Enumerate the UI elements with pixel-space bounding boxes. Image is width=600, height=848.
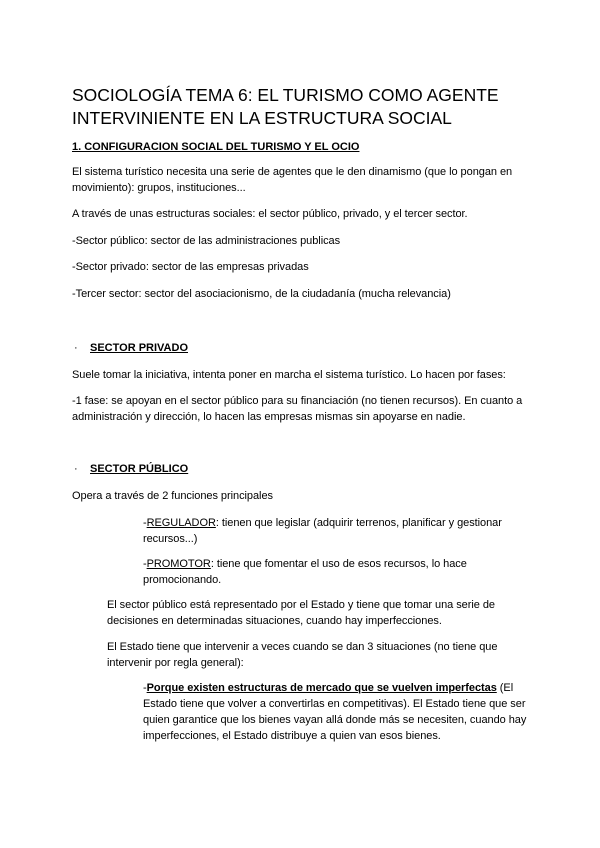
paragraph-primera-fase: -1 fase: se apoyan en el sector público para su financiación (no tienen recursos). En cuanto a administración y dirección, lo hacen las empresas mismas sin apoyarse en nadie. [72, 395, 523, 423]
item-regulador-text: : tienen que legislar (adquirir terrenos, planificar y gestionar recursos...) [143, 517, 502, 545]
item-promotor [143, 556, 528, 588]
paragraph-estado-representado: El sector público está representado por el Estado y tiene que tomar una serie de decisiones en determinadas situaciones, cuando hay imperfecciones. [107, 599, 495, 627]
section-heading-configuracion: 1. CONFIGURACION SOCIAL DEL TURISMO Y EL OCIO [72, 141, 360, 153]
paragraph-funciones: Opera a través de 2 funciones principales [72, 490, 273, 502]
bullet-sector-publico: · [74, 463, 78, 475]
item-regulador [143, 515, 528, 547]
item-situacion-text: (El Estado tiene que volver a convertirlas en competitivas). El Estado tiene que ser quien garantice que los bienes vayan allá donde más se necesiten, cuando hay imperfecciones, el Estado distribuye a quien van esos bienes. [143, 682, 527, 742]
item-situacion-dash: - [143, 682, 147, 694]
item-situacion-term: Porque existen estructuras de mercado que se vuelven imperfectas [146, 682, 497, 694]
item-regulador-term: REGULADOR [146, 517, 216, 529]
paragraph-sector-privado-def: -Sector privado: sector de las empresas privadas [72, 261, 309, 273]
bullet-sector-privado: · [74, 342, 78, 354]
document-title: SOCIOLOGÍA TEMA 6: EL TURISMO COMO AGENTE INTERVINIENTE EN LA ESTRUCTURA SOCIAL [72, 85, 499, 128]
paragraph-iniciativa: Suele tomar la iniciativa, intenta poner en marcha el sistema turístico. Lo hacen por fases: [72, 369, 506, 381]
paragraph-estado-intervenir: El Estado tiene que intervenir a veces cuando se dan 3 situaciones (no tiene que intervenir por regla general): [107, 641, 498, 669]
paragraph-tercer-sector-def: -Tercer sector: sector del asociacionismo, de la ciudadanía (mucha relevancia) [72, 288, 451, 300]
paragraph-sistema-turistico: El sistema turístico necesita una serie de agentes que le den dinamismo (que lo pongan en movimiento): grupos, instituciones... [72, 166, 513, 194]
item-promotor-text: : tiene que fomentar el uso de esos recursos, lo hace promocionando. [143, 558, 467, 586]
item-promotor-term: PROMOTOR [146, 558, 211, 570]
paragraph-estructuras-sociales: A través de unas estructuras sociales: el sector público, privado, y el tercer sector. [72, 208, 468, 220]
item-situacion-mercado [143, 680, 528, 744]
paragraph-sector-publico-def: -Sector público: sector de las administraciones publicas [72, 235, 341, 247]
item-regulador-dash: - [143, 517, 147, 529]
item-promotor-dash: - [143, 558, 147, 570]
section-heading-sector-publico: SECTOR PÚBLICO [90, 463, 189, 475]
section-heading-sector-privado: SECTOR PRIVADO [90, 342, 188, 354]
